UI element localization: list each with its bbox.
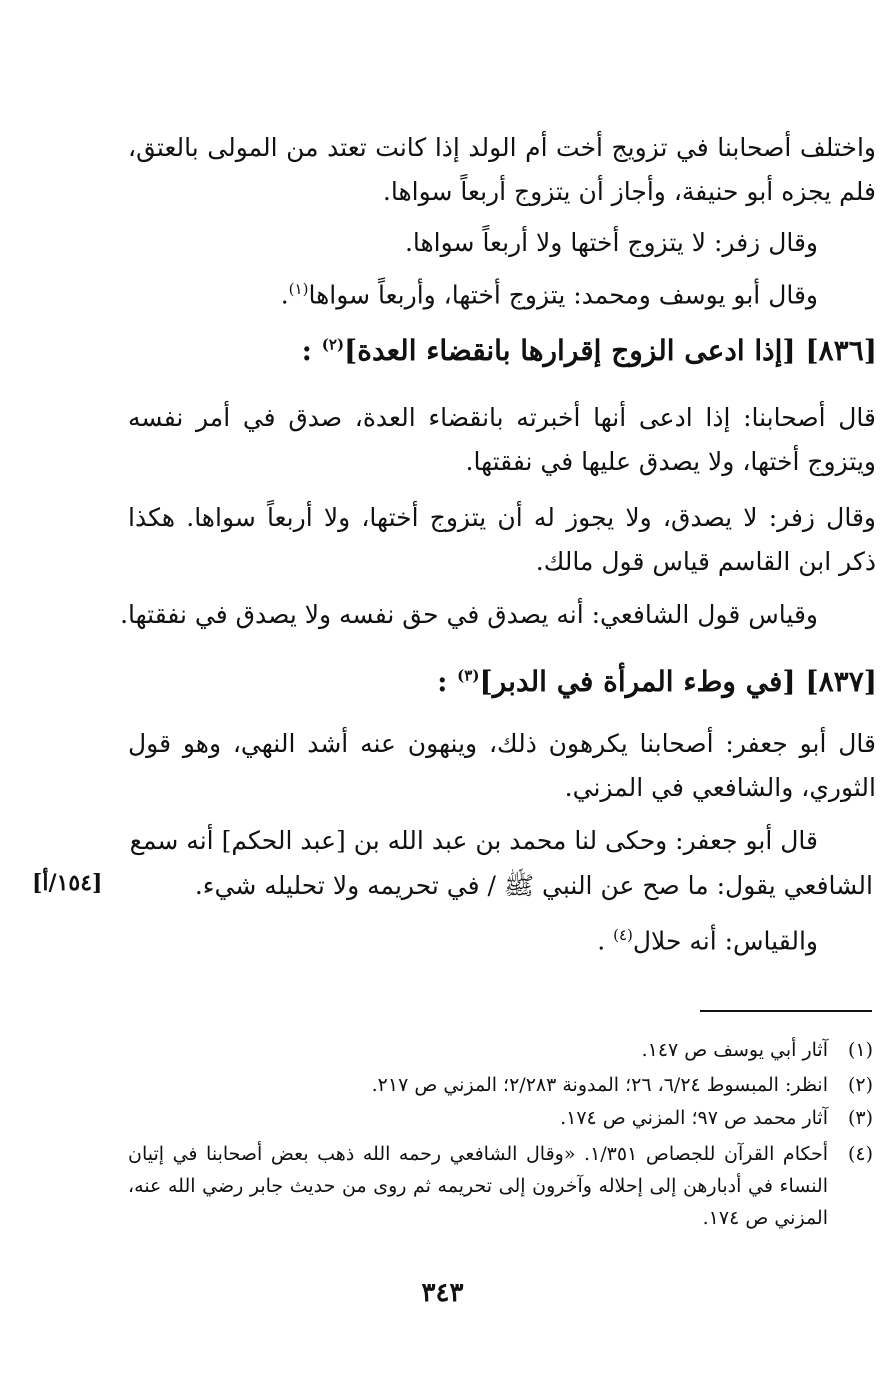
footnote-4: [128, 1138, 873, 1234]
footnote-ref-4: (٤): [613, 926, 633, 944]
footnote-number: (١): [847, 1039, 873, 1061]
paragraph-3: وقال أبو يوسف ومحمد: يتزوج أختها، وأربعاً سواها$^{(١)}$.: [280, 280, 818, 310]
footnote-number: (٢): [847, 1074, 873, 1096]
footnote-text: أحكام القرآن للجصاص ١/٣٥١. «وقال الشافعي رحمه الله ذهب بعض أصحابنا في إتيان النساء في أدبارهن إلى إحلاله وآخرون إلى تحريمه ثم روى من حديث جابر رضي الله عنه، المزني ص ١٧٤.: [128, 1143, 828, 1229]
paragraph-8-line-2: الشافعي يقول: ما صح عن النبي ﷺ / في تحريمه ولا تحليله شيء.: [194, 871, 873, 900]
paragraph-9: والقياس: أنه حلال$^{(٤)}$ .: [597, 926, 818, 956]
paragraph-5: وقال زفر: لا يصدق، ولا يجوز له أن يتزوج أختها، ولا أربعاً سواها. هكذا ذكر ابن القاسم قياس قول مالك.: [128, 503, 876, 576]
section-heading-837: [٨٣٧] [في وطء المرأة في الدبر]$^{(٣)}$ :: [437, 665, 877, 698]
footnote-1: [128, 1034, 873, 1066]
paragraph-6: وقياس قول الشافعي: أنه يصدق في حق نفسه ولا يصدق في نفقتها.: [120, 600, 818, 629]
paragraph-7: قال أبو جعفر: أصحابنا يكرهون ذلك، وينهون عنه أشد النهي، وهو قول الثوري، والشافعي في المزني.: [128, 729, 876, 802]
footnote-ref-2: (٢): [321, 335, 345, 354]
footnote-ref-1: (١): [288, 280, 309, 298]
footnote-text: انظر: المبسوط ٦/٢٤، ٢٦؛ المدونة ٢/٢٨٣؛ المزني ص ٢١٧.: [371, 1074, 828, 1096]
footnote-2: [128, 1069, 873, 1101]
page-number: ٣٤٣: [421, 1278, 464, 1308]
footnote-number: (٤): [847, 1143, 873, 1165]
footnote-text: آثار أبي يوسف ص ١٤٧.: [641, 1039, 828, 1061]
manuscript-folio-reference: [١٥٤/أ]: [32, 870, 103, 896]
paragraph-1: واختلف أصحابنا في تزويج أخت أم الولد إذا كانت تعتد من المولى بالعتق، فلم يجزه أبو حنيفة، وأجاز أن يتزوج أربعاً سواها.: [128, 133, 876, 206]
footnote-divider: [700, 1010, 872, 1012]
paragraph-2: وقال زفر: لا يتزوج أختها ولا أربعاً سواها.: [404, 228, 818, 257]
section-heading-836: [٨٣٦] [إذا ادعى الزوج إقرارها بانقضاء العدة]$^{(٢)}$ :: [301, 334, 877, 367]
footnote-ref-3: (٣): [457, 666, 480, 685]
footnote-text: آثار محمد ص ٩٧؛ المزني ص ١٧٤.: [560, 1107, 828, 1129]
paragraph-8-line-1: قال أبو جعفر: وحكى لنا محمد بن عبد الله بن [عبد الحكم] أنه سمع: [129, 826, 818, 855]
paragraph-4: قال أصحابنا: إذا ادعى أنها أخبرته بانقضاء العدة، صدق في أمر نفسه ويتزوج أختها، ولا يصدق عليها في نفقتها.: [128, 403, 876, 476]
footnote-3: [128, 1102, 873, 1134]
footnote-number: (٣): [847, 1107, 873, 1129]
